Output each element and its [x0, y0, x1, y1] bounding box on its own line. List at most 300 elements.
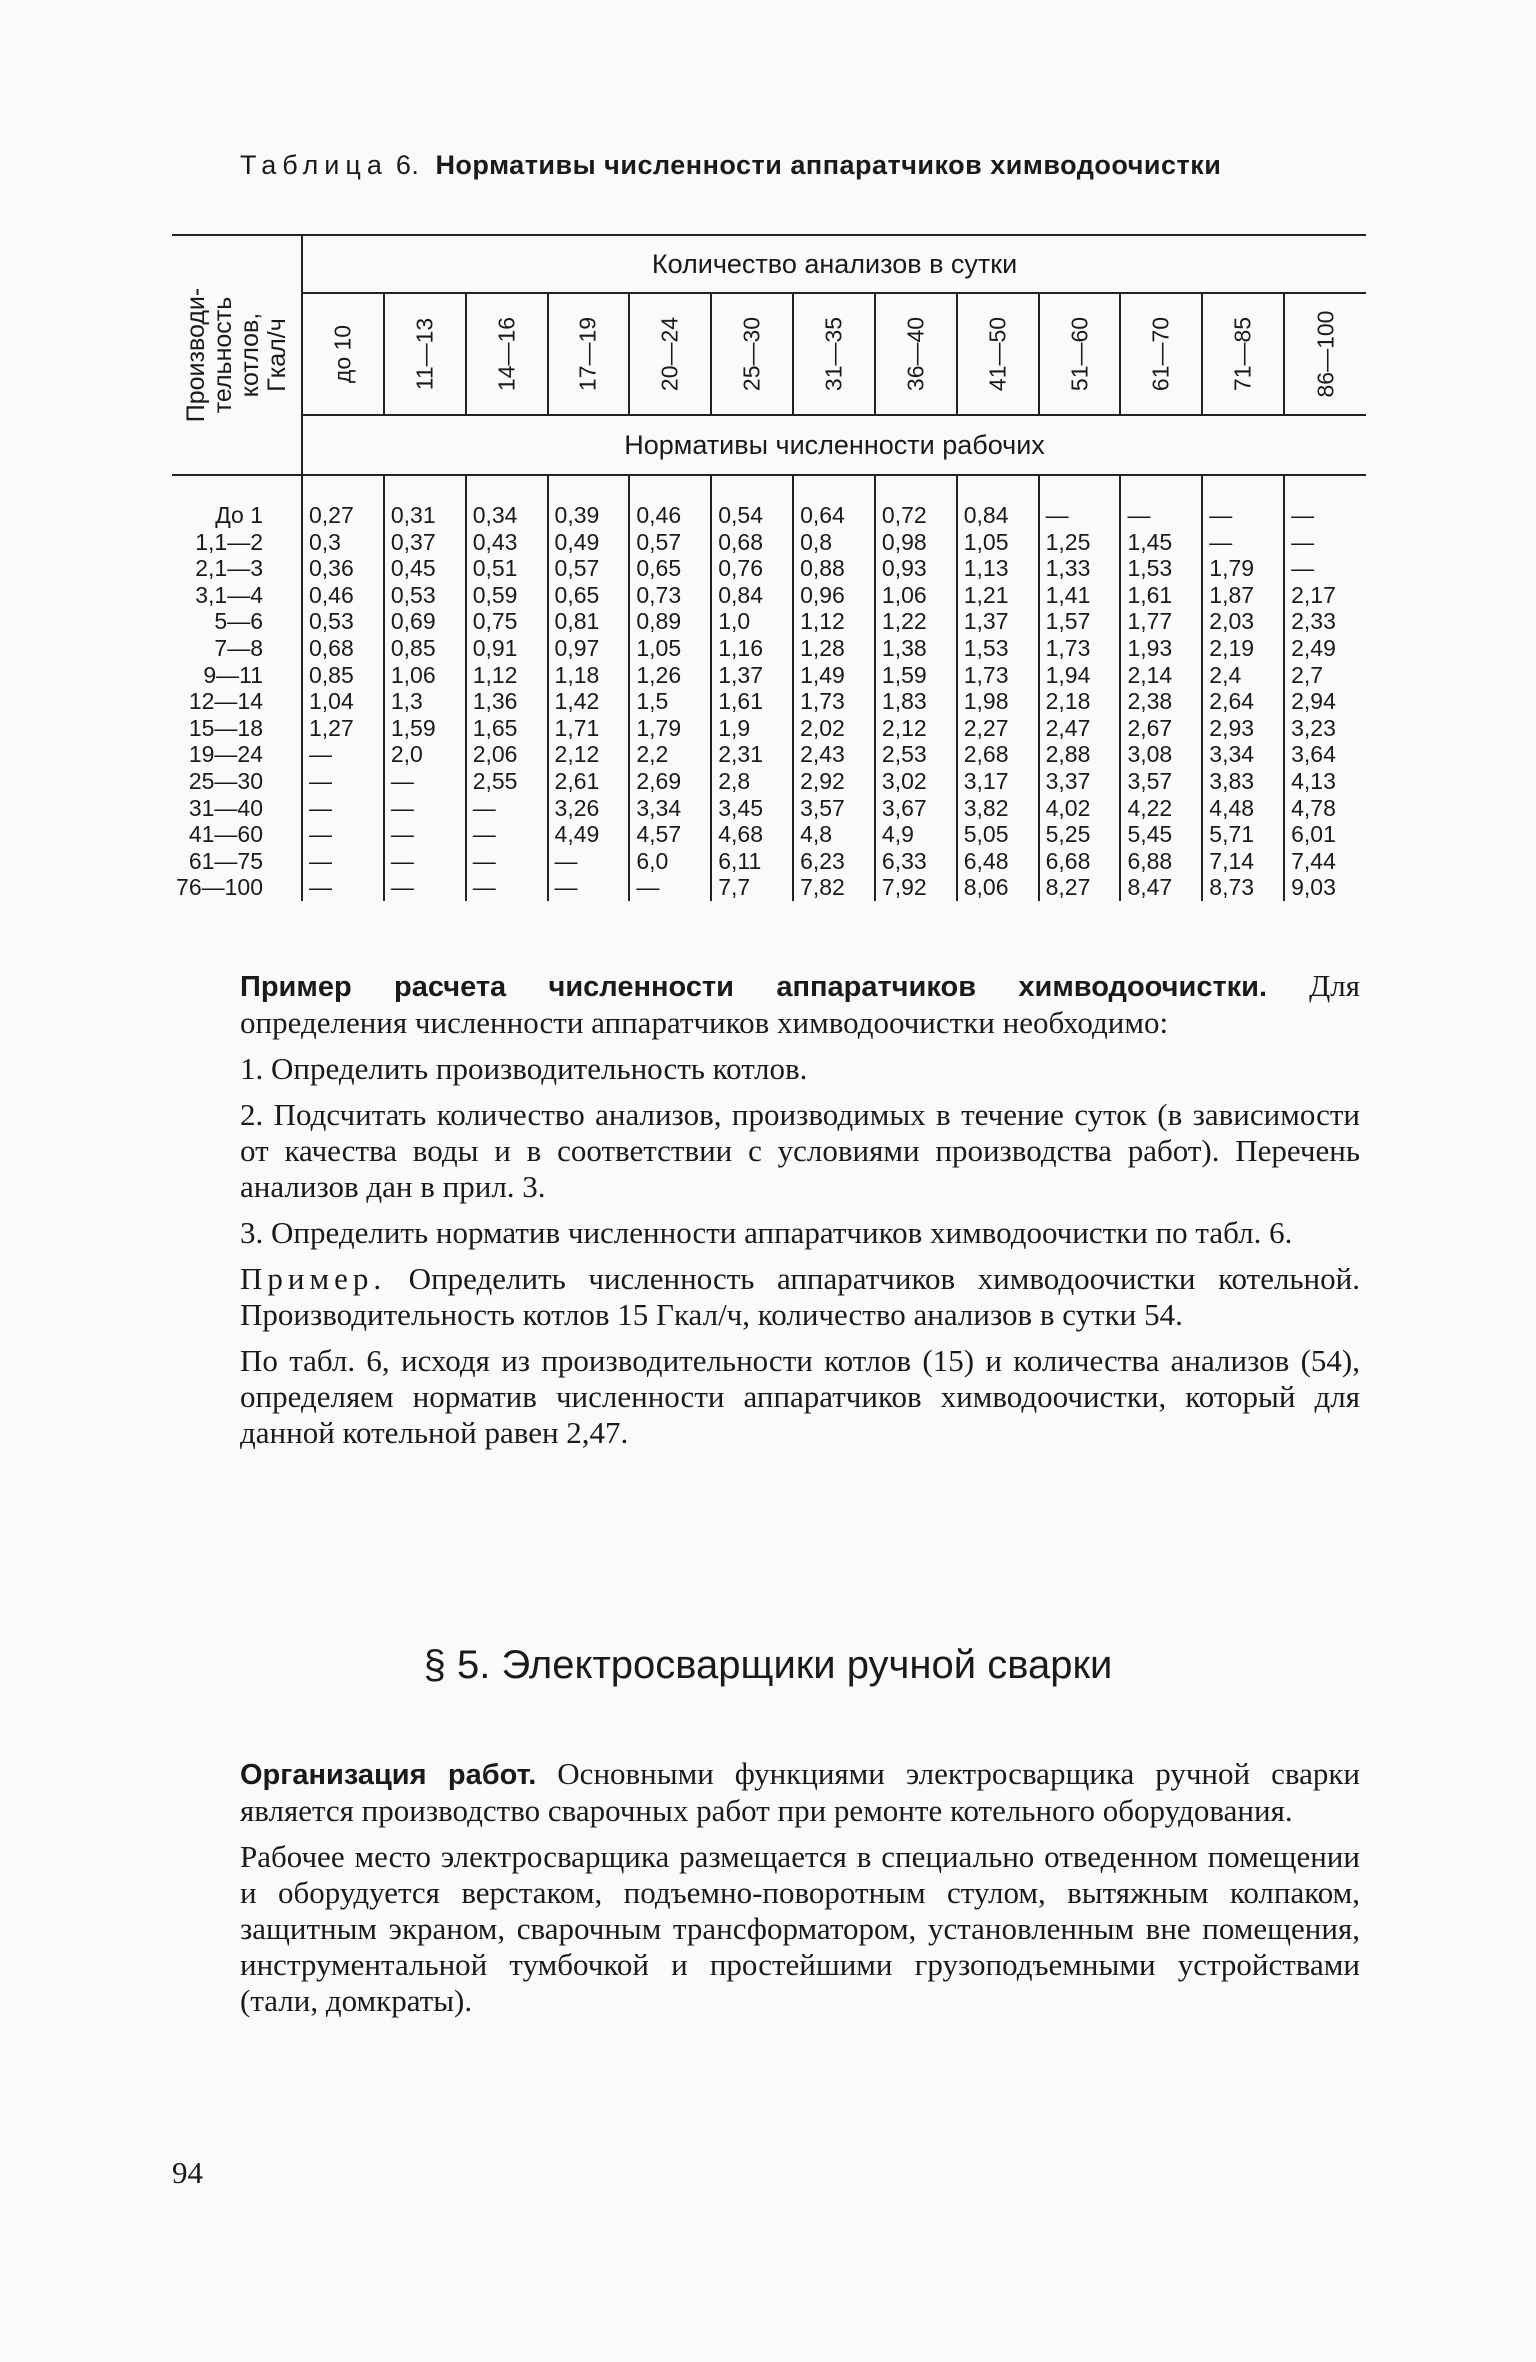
- norm-value-cell: 3,67: [875, 795, 957, 822]
- norm-value-cell: 2,69: [629, 768, 711, 795]
- norm-value-cell: 0,3: [302, 529, 384, 556]
- range-header-row: [172, 293, 1366, 415]
- range-header-label: 51—60: [1066, 316, 1093, 392]
- norm-value-cell: —: [466, 848, 548, 875]
- norm-value-cell: 3,26: [548, 795, 630, 822]
- norm-value-cell: 3,02: [875, 768, 957, 795]
- table-body: [172, 475, 1366, 901]
- spacer-cell: [1039, 475, 1121, 502]
- norm-value-cell: 7,82: [793, 874, 875, 901]
- norm-value-cell: 6,88: [1120, 848, 1202, 875]
- norm-value-cell: 4,68: [711, 821, 793, 848]
- spacer-cell: [466, 475, 548, 502]
- organization-paragraph-2: Рабочее место электросварщика размещается в специально отведенном помещении и оборудуется верстаком, подъемно-поворотным стулом, вытяжным колпаком, защитным экраном, сварочным трансформатором, установленным вне помещения, инструментальной тумбочкой и простейшими грузоподъемными устройствами (тали, домкраты).: [240, 1839, 1360, 2018]
- norm-value-cell: 1,71: [548, 715, 630, 742]
- corner-header-line: Производи-: [181, 287, 210, 423]
- range-header: [1284, 293, 1366, 415]
- range-header: [1120, 293, 1202, 415]
- range-header-label: 14—16: [493, 316, 520, 392]
- page-number: 94: [172, 2155, 203, 2190]
- norm-value-cell: 0,34: [466, 502, 548, 529]
- norm-value-cell: 1,79: [629, 715, 711, 742]
- caption-title: Нормативы численности аппаратчиков химводоочистки: [435, 150, 1222, 180]
- productivity-cell: 41—60: [188, 821, 263, 848]
- norm-value-cell: 0,76: [711, 555, 793, 582]
- range-header: [793, 293, 875, 415]
- spacer-cell: [1284, 475, 1366, 502]
- table-row: [172, 555, 1366, 582]
- norm-value-cell: 0,84: [957, 502, 1039, 529]
- norm-value-cell: 1,25: [1039, 529, 1121, 556]
- spacer-cell: [793, 475, 875, 502]
- norm-value-cell: 0,31: [384, 502, 466, 529]
- step-2: 2. Подсчитать количество анализов, производимых в течение суток (в зависимости от качества воды и в соответствии с условиями производства работ). Перечень анализов дан в прил. 3.: [240, 1097, 1360, 1204]
- range-header: [548, 293, 630, 415]
- section-title: § 5. Электросварщики ручной сварки: [423, 1643, 1113, 1687]
- example-heading: Пример расчета численности аппаратчиков химводоочистки.: [240, 971, 1268, 1003]
- norm-value-cell: 1,79: [1202, 555, 1284, 582]
- corner-header-line: котлов,: [235, 312, 264, 398]
- norm-value-cell: 0,59: [466, 582, 548, 609]
- range-header-label: 86—100: [1312, 310, 1339, 398]
- norm-value-cell: 8,73: [1202, 874, 1284, 901]
- norm-value-cell: 2,47: [1039, 715, 1121, 742]
- range-header: [302, 293, 384, 415]
- norm-value-cell: 1,73: [957, 662, 1039, 689]
- norm-value-cell: 8,27: [1039, 874, 1121, 901]
- norm-value-cell: 0,96: [793, 582, 875, 609]
- norm-value-cell: 0,27: [302, 502, 384, 529]
- sub-header: Нормативы численности рабочих: [302, 415, 1366, 475]
- example-intro: Для определения численности аппаратчиков химводоочистки необходимо:: [240, 968, 1360, 1040]
- norm-value-cell: 3,45: [711, 795, 793, 822]
- norm-value-cell: 1,22: [875, 608, 957, 635]
- corner-header-text: [183, 288, 291, 422]
- norm-value-cell: 3,34: [629, 795, 711, 822]
- norm-value-cell: 1,53: [957, 635, 1039, 662]
- norm-value-cell: —: [384, 848, 466, 875]
- step-3: 3. Определить норматив численности аппаратчиков химводоочистки по табл. 6.: [240, 1215, 1293, 1250]
- norm-value-cell: 3,82: [957, 795, 1039, 822]
- norm-value-cell: 0,51: [466, 555, 548, 582]
- norm-value-cell: 3,83: [1202, 768, 1284, 795]
- norm-value-cell: 6,48: [957, 848, 1039, 875]
- norm-value-cell: 2,92: [793, 768, 875, 795]
- norm-value-cell: 1,13: [957, 555, 1039, 582]
- table-row: [172, 662, 1366, 689]
- example-paragraph: [240, 968, 1360, 1041]
- norm-value-cell: 2,88: [1039, 741, 1121, 768]
- norm-value-cell: 0,46: [629, 502, 711, 529]
- norm-value-cell: 3,64: [1284, 741, 1366, 768]
- table-row: [172, 768, 1366, 795]
- norm-value-cell: 6,01: [1284, 821, 1366, 848]
- productivity-cell: 19—24: [188, 741, 263, 768]
- norm-value-cell: —: [1039, 502, 1121, 529]
- norm-value-cell: 1,42: [548, 688, 630, 715]
- norm-value-cell: 2,64: [1202, 688, 1284, 715]
- productivity-cell: 7—8: [214, 634, 263, 661]
- norm-value-cell: 1,45: [1120, 529, 1202, 556]
- norm-value-cell: 1,3: [384, 688, 466, 715]
- range-header-label: 11—13: [411, 317, 438, 391]
- organization-paragraph: [240, 1756, 1360, 1829]
- norm-value-cell: 0,89: [629, 608, 711, 635]
- table-row: [172, 529, 1366, 556]
- norm-value-cell: 0,93: [875, 555, 957, 582]
- norm-value-cell: 2,12: [875, 715, 957, 742]
- example-text: Определить численность аппаратчиков химводоочистки котельной. Производительность котлов 15 Гкал/ч, количество анализов в сутки 54.: [240, 1261, 1360, 1332]
- organization-block: [240, 1756, 1360, 2029]
- norm-value-cell: —: [384, 874, 466, 901]
- norm-value-cell: 2,18: [1039, 688, 1121, 715]
- norm-value-cell: 3,34: [1202, 741, 1284, 768]
- range-header: [957, 293, 1039, 415]
- caption-number: 6.: [395, 150, 420, 180]
- example-block: [240, 968, 1360, 1461]
- example-label: Пример.: [240, 1261, 387, 1296]
- table-row: [172, 715, 1366, 742]
- norm-value-cell: 4,57: [629, 821, 711, 848]
- example-paragraph-2: [240, 1261, 1360, 1333]
- norm-value-cell: —: [302, 768, 384, 795]
- norm-value-cell: 1,27: [302, 715, 384, 742]
- productivity-cell: До 1: [215, 502, 263, 528]
- group-header: Количество анализов в сутки: [302, 235, 1366, 293]
- norm-value-cell: 2,38: [1120, 688, 1202, 715]
- norm-value-cell: 0,65: [629, 555, 711, 582]
- norm-value-cell: 0,57: [548, 555, 630, 582]
- norm-value-cell: 1,49: [793, 662, 875, 689]
- norm-value-cell: 1,05: [629, 635, 711, 662]
- norm-value-cell: 1,37: [957, 608, 1039, 635]
- norm-value-cell: 1,33: [1039, 555, 1121, 582]
- norm-value-cell: 6,33: [875, 848, 957, 875]
- norm-value-cell: 2,67: [1120, 715, 1202, 742]
- norm-value-cell: 1,16: [711, 635, 793, 662]
- norm-value-cell: 5,45: [1120, 821, 1202, 848]
- norm-value-cell: 1,38: [875, 635, 957, 662]
- norm-value-cell: 2,17: [1284, 582, 1366, 609]
- norm-value-cell: 0,57: [629, 529, 711, 556]
- norm-value-cell: —: [466, 821, 548, 848]
- norm-value-cell: 2,93: [1202, 715, 1284, 742]
- norm-value-cell: 2,02: [793, 715, 875, 742]
- norm-value-cell: 1,61: [711, 688, 793, 715]
- productivity-cell: 31—40: [188, 794, 263, 821]
- norm-value-cell: —: [466, 795, 548, 822]
- norm-value-cell: 2,43: [793, 741, 875, 768]
- range-header-label: 17—19: [574, 316, 601, 392]
- norm-value-cell: —: [384, 795, 466, 822]
- norm-value-cell: 1,94: [1039, 662, 1121, 689]
- norm-value-cell: 1,04: [302, 688, 384, 715]
- norm-value-cell: 0,8: [793, 529, 875, 556]
- norm-value-cell: 0,85: [384, 635, 466, 662]
- range-header-label: 61—70: [1147, 316, 1174, 392]
- norm-value-cell: —: [302, 874, 384, 901]
- norm-value-cell: —: [302, 741, 384, 768]
- norm-value-cell: 6,23: [793, 848, 875, 875]
- norm-value-cell: 0,43: [466, 529, 548, 556]
- norm-value-cell: 1,77: [1120, 608, 1202, 635]
- spacer-cell: [875, 475, 957, 502]
- norm-value-cell: —: [548, 874, 630, 901]
- norm-value-cell: —: [1202, 529, 1284, 556]
- norm-value-cell: —: [1284, 502, 1366, 529]
- norm-value-cell: 2,03: [1202, 608, 1284, 635]
- norm-value-cell: —: [629, 874, 711, 901]
- norm-value-cell: 8,06: [957, 874, 1039, 901]
- norm-value-cell: 2,55: [466, 768, 548, 795]
- range-header-label: 71—85: [1229, 316, 1256, 392]
- norm-value-cell: 1,0: [711, 608, 793, 635]
- range-header-label: до 10: [329, 324, 356, 384]
- norm-value-cell: 0,81: [548, 608, 630, 635]
- norm-value-cell: 2,0: [384, 741, 466, 768]
- norm-value-cell: —: [1284, 529, 1366, 556]
- norm-value-cell: 3,08: [1120, 741, 1202, 768]
- caption-label: Таблица: [240, 150, 388, 180]
- norm-value-cell: 1,06: [875, 582, 957, 609]
- norm-value-cell: 4,49: [548, 821, 630, 848]
- norm-value-cell: 1,87: [1202, 582, 1284, 609]
- norm-value-cell: 1,57: [1039, 608, 1121, 635]
- norm-value-cell: 1,5: [629, 688, 711, 715]
- table-row: [172, 582, 1366, 609]
- norm-value-cell: 2,4: [1202, 662, 1284, 689]
- norm-value-cell: 2,27: [957, 715, 1039, 742]
- norm-value-cell: 0,91: [466, 635, 548, 662]
- norm-value-cell: 0,65: [548, 582, 630, 609]
- norm-value-cell: 6,11: [711, 848, 793, 875]
- norm-value-cell: 0,75: [466, 608, 548, 635]
- norm-value-cell: 2,12: [548, 741, 630, 768]
- norm-value-cell: 3,17: [957, 768, 1039, 795]
- norm-value-cell: 0,88: [793, 555, 875, 582]
- norm-value-cell: 2,61: [548, 768, 630, 795]
- norm-value-cell: —: [1284, 555, 1366, 582]
- norm-value-cell: 1,93: [1120, 635, 1202, 662]
- norm-value-cell: —: [466, 874, 548, 901]
- norm-value-cell: 0,45: [384, 555, 466, 582]
- norm-value-cell: 0,68: [302, 635, 384, 662]
- range-header: [711, 293, 793, 415]
- norm-value-cell: 7,14: [1202, 848, 1284, 875]
- norm-value-cell: 7,44: [1284, 848, 1366, 875]
- productivity-cell: 5—6: [214, 608, 263, 635]
- norm-value-cell: 2,68: [957, 741, 1039, 768]
- norm-value-cell: 9,03: [1284, 874, 1366, 901]
- productivity-cell: 12—14: [188, 688, 263, 715]
- norm-value-cell: 4,48: [1202, 795, 1284, 822]
- spacer-cell: [629, 475, 711, 502]
- corner-header: [172, 235, 302, 475]
- norm-value-cell: 2,19: [1202, 635, 1284, 662]
- organization-heading: Организация работ.: [240, 1759, 537, 1791]
- spacer-cell: [1202, 475, 1284, 502]
- table-row: [172, 874, 1366, 901]
- norm-value-cell: 1,59: [875, 662, 957, 689]
- norm-value-cell: 1,12: [466, 662, 548, 689]
- norm-value-cell: 0,68: [711, 529, 793, 556]
- norm-value-cell: 2,2: [629, 741, 711, 768]
- norms-table: [172, 234, 1366, 901]
- range-header-label: 41—50: [984, 316, 1011, 392]
- norm-value-cell: 2,94: [1284, 688, 1366, 715]
- norm-value-cell: 2,53: [875, 741, 957, 768]
- range-header-label: 25—30: [738, 316, 765, 392]
- spacer-row: [172, 475, 1366, 502]
- conclusion: По табл. 6, исходя из производительности котлов (15) и количества анализов (54), определяем норматив численности аппаратчиков химводоочистки, который для данной котельной равен 2,47.: [240, 1343, 1360, 1450]
- norm-value-cell: 2,33: [1284, 608, 1366, 635]
- norm-value-cell: 1,59: [384, 715, 466, 742]
- norm-value-cell: 1,61: [1120, 582, 1202, 609]
- table-row: [172, 848, 1366, 875]
- norm-value-cell: 0,36: [302, 555, 384, 582]
- norm-value-cell: 0,49: [548, 529, 630, 556]
- norm-value-cell: 1,05: [957, 529, 1039, 556]
- norm-value-cell: 0,97: [548, 635, 630, 662]
- norm-value-cell: —: [302, 795, 384, 822]
- norm-value-cell: 2,31: [711, 741, 793, 768]
- norm-value-cell: —: [302, 848, 384, 875]
- norm-value-cell: 7,7: [711, 874, 793, 901]
- productivity-cell: 3,1—4: [195, 581, 263, 608]
- corner-header-line: Гкал/ч: [262, 318, 291, 392]
- productivity-cell: 2,1—3: [195, 555, 263, 582]
- norm-value-cell: 0,84: [711, 582, 793, 609]
- range-header: [1202, 293, 1284, 415]
- range-header: [629, 293, 711, 415]
- norm-value-cell: 0,54: [711, 502, 793, 529]
- range-header-label: 36—40: [902, 316, 929, 392]
- norm-value-cell: 3,57: [1120, 768, 1202, 795]
- norm-value-cell: —: [1202, 502, 1284, 529]
- spacer-cell: [172, 475, 302, 502]
- norm-value-cell: 1,65: [466, 715, 548, 742]
- norm-value-cell: 8,47: [1120, 874, 1202, 901]
- norm-value-cell: 3,57: [793, 795, 875, 822]
- norm-value-cell: 4,9: [875, 821, 957, 848]
- norm-value-cell: 3,23: [1284, 715, 1366, 742]
- productivity-cell: 25—30: [188, 767, 263, 794]
- table-row: [172, 608, 1366, 635]
- table-row: [172, 821, 1366, 848]
- norm-value-cell: 1,73: [1039, 635, 1121, 662]
- productivity-cell: 15—18: [188, 714, 263, 741]
- norm-value-cell: 0,53: [302, 608, 384, 635]
- norm-value-cell: 1,21: [957, 582, 1039, 609]
- norm-value-cell: 1,98: [957, 688, 1039, 715]
- norm-value-cell: 1,41: [1039, 582, 1121, 609]
- organization-text-1: Основными функциями электросварщика ручной сварки является производство сварочных работ при ремонте котельного оборудования.: [240, 1756, 1360, 1828]
- step-1: 1. Определить производительность котлов.: [240, 1051, 808, 1086]
- productivity-cell: 9—11: [203, 661, 263, 688]
- norm-value-cell: 0,69: [384, 608, 466, 635]
- range-header: [384, 293, 466, 415]
- norm-value-cell: 2,06: [466, 741, 548, 768]
- norm-value-cell: 1,53: [1120, 555, 1202, 582]
- norm-value-cell: 4,02: [1039, 795, 1121, 822]
- productivity-cell: 76—100: [176, 874, 263, 901]
- norm-value-cell: 4,13: [1284, 768, 1366, 795]
- range-header-label: 31—35: [820, 316, 847, 392]
- norm-value-cell: 6,0: [629, 848, 711, 875]
- norm-value-cell: 7,92: [875, 874, 957, 901]
- norm-value-cell: 1,36: [466, 688, 548, 715]
- spacer-cell: [1120, 475, 1202, 502]
- norm-value-cell: 0,85: [302, 662, 384, 689]
- spacer-cell: [957, 475, 1039, 502]
- table-caption: [240, 150, 1380, 181]
- norm-value-cell: 1,06: [384, 662, 466, 689]
- norm-value-cell: —: [548, 848, 630, 875]
- norm-value-cell: 1,9: [711, 715, 793, 742]
- norm-value-cell: 0,72: [875, 502, 957, 529]
- norm-value-cell: 2,49: [1284, 635, 1366, 662]
- norm-value-cell: 1,73: [793, 688, 875, 715]
- norm-value-cell: 6,68: [1039, 848, 1121, 875]
- norm-value-cell: 4,8: [793, 821, 875, 848]
- spacer-cell: [384, 475, 466, 502]
- norm-value-cell: 3,37: [1039, 768, 1121, 795]
- norm-value-cell: 1,37: [711, 662, 793, 689]
- norm-value-cell: 1,28: [793, 635, 875, 662]
- norm-value-cell: 1,12: [793, 608, 875, 635]
- range-header: [466, 293, 548, 415]
- norm-value-cell: —: [1120, 502, 1202, 529]
- norm-value-cell: 5,71: [1202, 821, 1284, 848]
- table-row: [172, 795, 1366, 822]
- spacer-cell: [548, 475, 630, 502]
- range-header: [1039, 293, 1121, 415]
- table-row: [172, 741, 1366, 768]
- table-row: [172, 502, 1366, 529]
- spacer-cell: [302, 475, 384, 502]
- norm-value-cell: 5,25: [1039, 821, 1121, 848]
- corner-header-line: тельность: [208, 296, 237, 414]
- norm-value-cell: 2,7: [1284, 662, 1366, 689]
- norm-value-cell: 0,46: [302, 582, 384, 609]
- range-header-label: 20—24: [656, 316, 683, 392]
- norms-table-wrapper: [172, 234, 1366, 901]
- norm-value-cell: 5,05: [957, 821, 1039, 848]
- table-row: [172, 688, 1366, 715]
- norm-value-cell: 0,73: [629, 582, 711, 609]
- productivity-cell: 1,1—2: [195, 528, 263, 555]
- norm-value-cell: 2,14: [1120, 662, 1202, 689]
- norm-value-cell: 4,22: [1120, 795, 1202, 822]
- spacer-cell: [711, 475, 793, 502]
- norm-value-cell: —: [302, 821, 384, 848]
- range-header: [875, 293, 957, 415]
- norm-value-cell: 2,8: [711, 768, 793, 795]
- norm-value-cell: —: [384, 821, 466, 848]
- norm-value-cell: 0,53: [384, 582, 466, 609]
- norm-value-cell: 4,78: [1284, 795, 1366, 822]
- table-row: [172, 635, 1366, 662]
- norm-value-cell: 0,64: [793, 502, 875, 529]
- norm-value-cell: —: [384, 768, 466, 795]
- norm-value-cell: 0,98: [875, 529, 957, 556]
- norm-value-cell: 1,83: [875, 688, 957, 715]
- productivity-cell: 61—75: [188, 847, 263, 874]
- norm-value-cell: 1,26: [629, 662, 711, 689]
- norm-value-cell: 1,18: [548, 662, 630, 689]
- norm-value-cell: 0,39: [548, 502, 630, 529]
- norm-value-cell: 0,37: [384, 529, 466, 556]
